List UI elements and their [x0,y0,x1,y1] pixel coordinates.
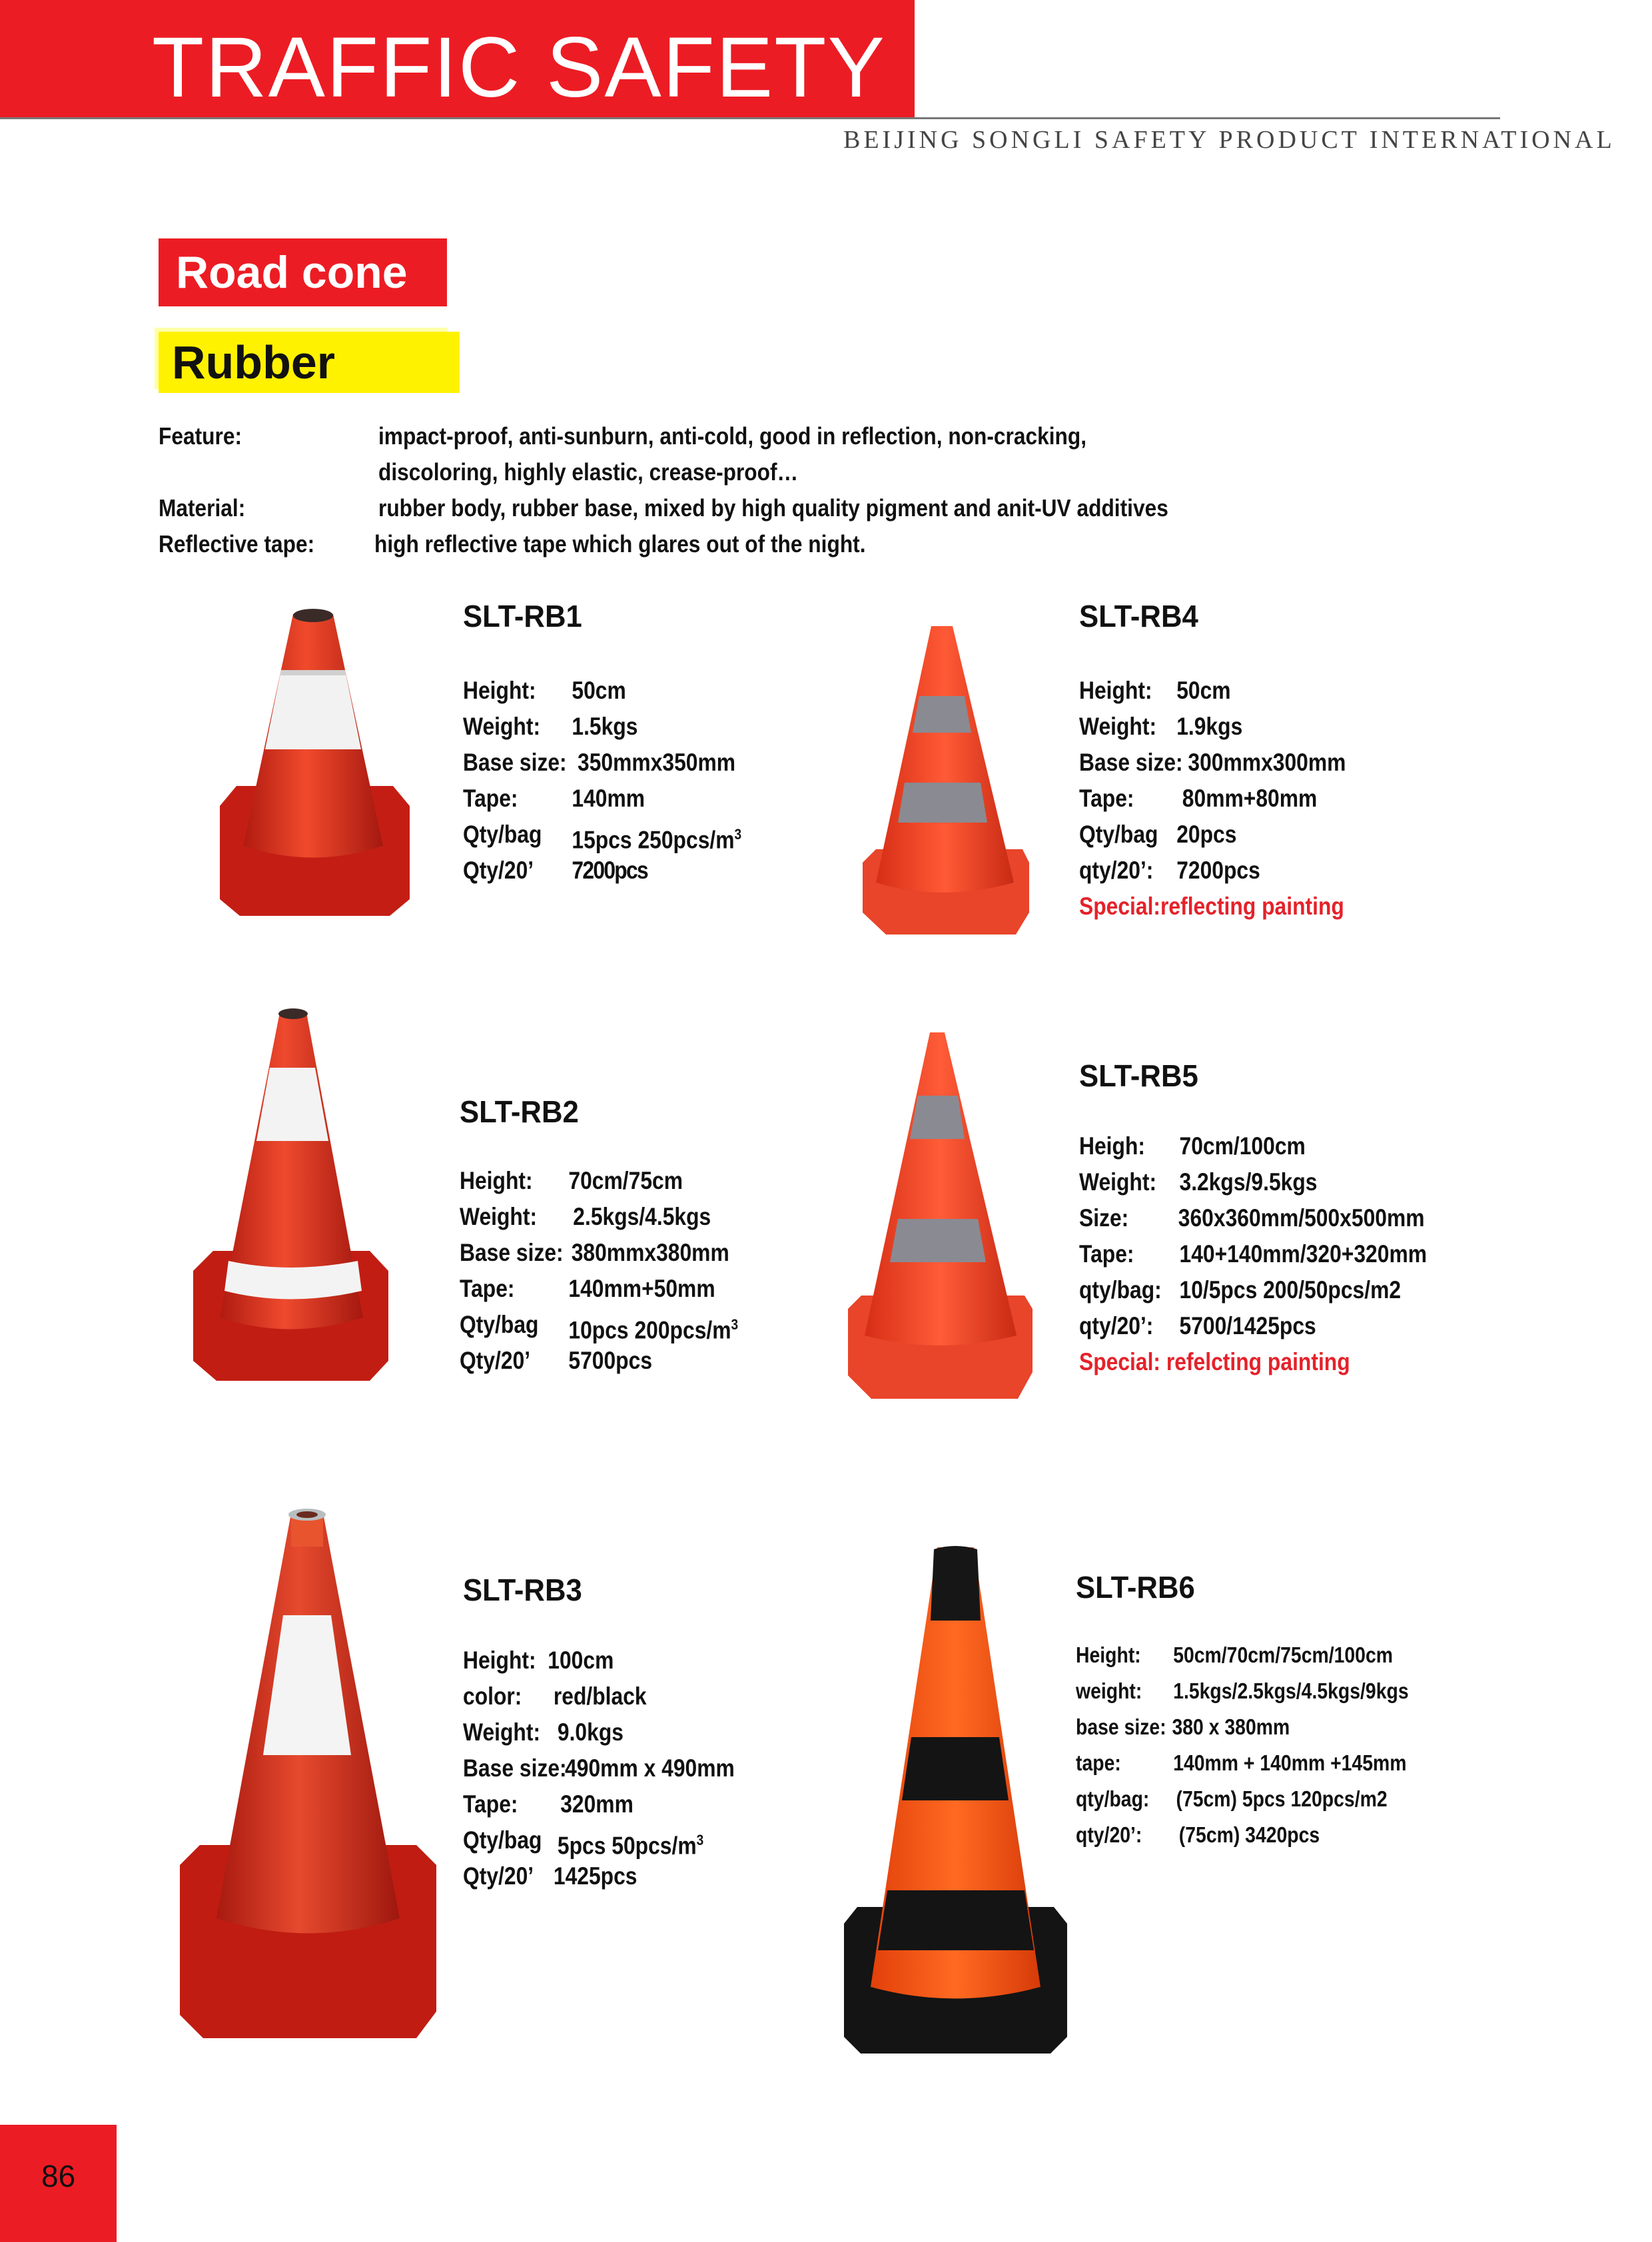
reflective-tape-text: high reflective tape which glares out of the night. [374,530,866,558]
material-text: rubber body, rubber base, mixed by high quality pigment and anit-UV additives [378,494,1168,522]
product-model-slt-rb6: SLT-RB6 [1076,1570,1195,1605]
spec-value: 80mm+80mm [1182,785,1318,812]
superscript: 3 [731,1316,739,1333]
spec-label: Weight: [463,1718,541,1746]
spec-label: Weight: [1079,1168,1157,1196]
spec-value: 1425pcs [553,1862,637,1890]
cone-image-slt-rb2 [190,1004,393,1384]
product-model-slt-rb5: SLT-RB5 [1079,1058,1198,1093]
spec-value: 3.2kgs/9.5kgs [1179,1168,1318,1196]
spec-label: Qty/bag [460,1311,539,1338]
spec-value: 7200pcs [1176,857,1260,884]
spec-label: qty/bag: [1076,1786,1150,1811]
spec-value: 10pcs 200pcs/m [568,1316,731,1344]
spec-label: Qty/20’ [463,1862,534,1890]
product-model-slt-rb1: SLT-RB1 [463,599,582,633]
spec-label: Base size: [460,1239,564,1266]
spec-label: Height: [460,1167,533,1194]
category-tag: Road cone [159,238,447,306]
spec-label: Height: [463,677,536,704]
superscript: 3 [696,1832,704,1848]
spec-value: 5700pcs [568,1347,653,1374]
spec-value: 100cm [548,1647,614,1674]
spec-value: 1.9kgs [1176,713,1243,740]
page-number: 86 [41,2159,76,2193]
spec-label: Tape: [1079,785,1134,812]
spec-value: (75cm) 3420pcs [1178,1822,1320,1847]
special-note: Special:reflecting painting [1079,893,1344,920]
cone-image-slt-rb6 [841,1544,1070,2055]
spec-value: 50cm [572,677,626,704]
spec-list-slt-rb1 [463,673,863,889]
spec-value: 2.5kgs/4.5kgs [573,1203,711,1230]
spec-label: Tape: [463,1790,518,1818]
spec-list-slt-rb2 [460,1163,859,1379]
spec-value: 9.0kgs [557,1718,623,1746]
spec-label: Heigh: [1079,1132,1145,1160]
spec-label: Weight: [1079,713,1157,740]
spec-label: Tape: [460,1275,515,1302]
spec-value: 140+140mm/320+320mm [1179,1240,1428,1268]
spec-label: qty/20’: [1079,1312,1154,1339]
spec-list-slt-rb3 [463,1643,863,1894]
spec-value: 350mmx350mm [578,749,736,776]
spec-label: base size: [1076,1714,1166,1739]
spec-label: Height: [1076,1643,1141,1667]
spec-label: Qty/bag [463,821,542,848]
cone-image-slt-rb4 [859,623,1032,936]
product-model-slt-rb2: SLT-RB2 [460,1094,579,1129]
spec-label: weight: [1076,1679,1142,1703]
superscript: 3 [734,826,742,843]
page-header-title: TRAFFIC SAFETY [152,20,886,115]
spec-label: Base size: [463,749,567,776]
feature-text-line2: discoloring, highly elastic, crease-proof… [378,458,799,486]
spec-label: Height: [463,1647,536,1674]
spec-value: 20pcs [1176,821,1237,848]
spec-label: tape: [1076,1750,1121,1775]
cone-image-slt-rb3 [177,1505,440,2045]
spec-value: 5700/1425pcs [1179,1312,1316,1339]
spec-value: red/black [553,1682,647,1710]
spec-label: Height: [1079,677,1152,704]
spec-value: 300mmx300mm [1188,749,1346,776]
spec-label: Weight: [463,713,541,740]
cone-image-slt-rb1 [213,606,416,919]
spec-label: Weight: [460,1203,538,1230]
spec-value: 360x360mm/500x500mm [1178,1204,1425,1232]
spec-label: Qty/20’ [460,1347,531,1374]
spec-label: qty/bag: [1079,1276,1162,1304]
material-label: Material: [159,494,246,522]
spec-value: 140mm [572,785,645,812]
spec-value: 490mm x 490mm [565,1754,735,1782]
spec-label: qty/20’: [1079,857,1154,884]
spec-label: Tape: [1079,1240,1134,1268]
spec-value: 70cm/75cm [568,1167,683,1194]
spec-value: 5pcs 50pcs/m [557,1832,697,1860]
spec-value: 380mmx380mm [571,1239,729,1266]
cone-image-slt-rb5 [845,1029,1034,1402]
spec-label: Base size: [463,1754,567,1782]
product-model-slt-rb3: SLT-RB3 [463,1573,582,1607]
spec-list-slt-rb5 [1079,1128,1512,1380]
product-model-slt-rb4: SLT-RB4 [1079,599,1198,633]
reflective-tape-label: Reflective tape: [159,530,315,558]
spec-value: 380 x 380mm [1172,1714,1290,1739]
spec-value: 140mm + 140mm +145mm [1173,1750,1407,1775]
spec-label: Qty/bag [1079,821,1158,848]
spec-value: (75cm) 5pcs 120pcs/m2 [1176,1786,1388,1811]
header-divider [0,117,1500,119]
spec-value: 320mm [560,1790,633,1818]
spec-label: Base size: [1079,749,1183,776]
special-note: Special: refelcting painting [1079,1348,1350,1375]
feature-text-line1: impact-proof, anti-sunburn, anti-cold, good in reflection, non-cracking, [378,422,1087,450]
spec-value: 140mm+50mm [568,1275,715,1302]
company-name: BEIJING SONGLI SAFETY PRODUCT INTERNATIONAL [843,126,1615,154]
spec-value: 50cm [1176,677,1231,704]
feature-label: Feature: [159,422,242,450]
spec-value: 15pcs 250pcs/m [572,826,735,854]
spec-value: 7200pcs [572,857,647,884]
spec-value: 1.5kgs/2.5kgs/4.5kgs/9kgs [1173,1679,1409,1703]
spec-label: color: [463,1682,522,1710]
spec-list-slt-rb6 [1076,1637,1509,1853]
spec-value: 1.5kgs [572,713,638,740]
spec-label: qty/20’: [1076,1822,1142,1847]
spec-label: Qty/20’ [463,857,534,884]
spec-value: 10/5pcs 200/50pcs/m2 [1179,1276,1402,1304]
subcategory-tag: Rubber [159,332,460,393]
spec-value: 70cm/100cm [1179,1132,1306,1160]
spec-label: Size: [1079,1204,1129,1232]
spec-value: 50cm/70cm/75cm/100cm [1173,1643,1393,1667]
spec-list-slt-rb4 [1079,673,1479,925]
spec-label: Tape: [463,785,518,812]
spec-label: Qty/bag [463,1826,542,1854]
